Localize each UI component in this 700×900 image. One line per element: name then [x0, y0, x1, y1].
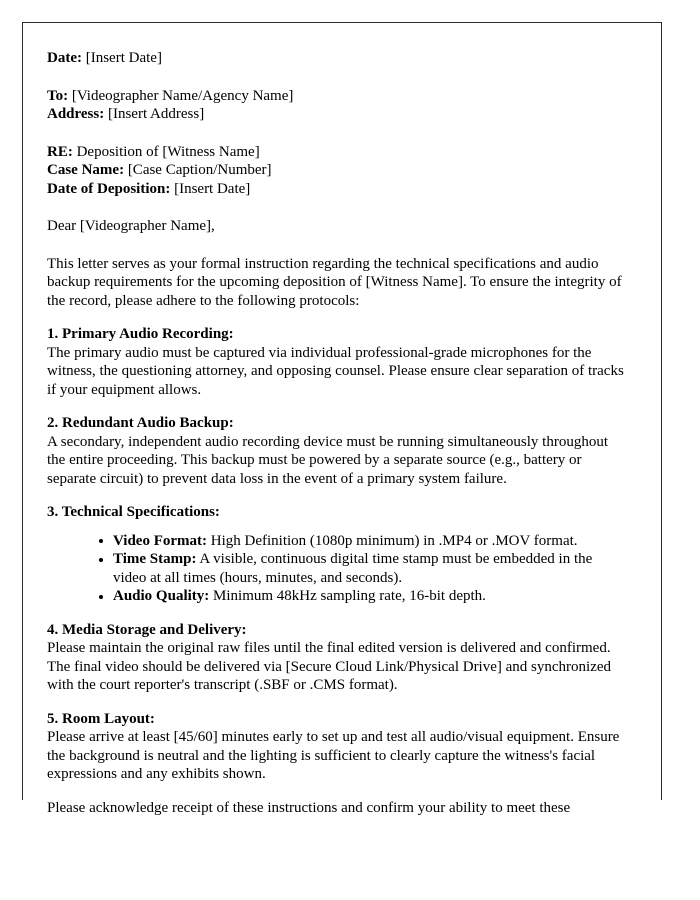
- date-value: [Insert Date]: [85, 50, 162, 66]
- re-label: RE:: [47, 143, 73, 160]
- spacer: [47, 784, 625, 799]
- to-line: [47, 87, 625, 106]
- section-heading-4: 4. Media Storage and Delivery:: [47, 621, 247, 638]
- spacer: [47, 236, 625, 255]
- case-name-line: [47, 161, 625, 180]
- spacer: [47, 68, 625, 87]
- list-item: [99, 550, 625, 587]
- case-name-label: Case Name:: [47, 162, 125, 178]
- technical-specifications-list: [47, 532, 625, 606]
- address-label: Address:: [47, 106, 105, 122]
- date-label: Date:: [47, 50, 82, 66]
- bullet-label: Time Stamp:: [113, 551, 197, 567]
- deposition-date-label: Date of Deposition:: [47, 180, 171, 197]
- section-body-5: Please arrive at least [45/60] minutes early to set up and test all audio/visual equipment. Ensure the background is neutral and the lighting is sufficient to clearly capture the witness's facial expressions and any exhibits shown.: [47, 729, 620, 782]
- section-body-4: Please maintain the original raw files until the final edited version is delivered and confirmed. The final video should be delivered via [Secure Cloud Link/Physical Drive] and synchronized with the court reporter's transcript (.SBF or .CMS format).: [47, 640, 612, 693]
- spacer: [47, 399, 625, 414]
- document-body: [23, 23, 661, 817]
- spacer: [47, 488, 625, 503]
- spacer: [47, 124, 625, 143]
- bullet-text: A visible, continuous digital time stamp must be embedded in the video at all times (hours, minutes, and seconds).: [113, 551, 593, 586]
- spacer: [47, 522, 625, 532]
- re-value: Deposition of [Witness Name]: [76, 143, 260, 160]
- intro-paragraph: This letter serves as your formal instruction regarding the technical specifications and audio backup requirements for the upcoming deposition of [Witness Name]. To ensure the integrity of the record, please adhere to the following protocols:: [47, 255, 622, 309]
- section-heading-2: 2. Redundant Audio Backup:: [47, 415, 234, 431]
- salutation: Dear [Videographer Name],: [47, 218, 215, 234]
- spacer: [47, 606, 625, 621]
- section-body-1: The primary audio must be captured via individual professional-grade microphones for the witness, the questioning attorney, and opposing counsel. Please ensure clear separation of tracks if your equipment allows.: [47, 344, 624, 398]
- bullet-label: Video Format:: [113, 532, 207, 549]
- deposition-date-value: [Insert Date]: [174, 180, 251, 197]
- to-label: To:: [47, 87, 69, 104]
- bullet-text: Minimum 48kHz sampling rate, 16-bit depth.: [209, 588, 486, 604]
- section-body-2: A secondary, independent audio recording device must be running simultaneously throughout the entire proceeding. This backup must be powered by a separate source (e.g., battery or separate circuit) to prevent data loss in the event of a primary system failure.: [47, 433, 608, 487]
- list-item: [99, 587, 625, 606]
- deposition-date-line: [47, 180, 625, 199]
- case-name-value: [Case Caption/Number]: [127, 162, 272, 178]
- address-line: [47, 105, 625, 124]
- spacer: [47, 310, 625, 325]
- date-line: [47, 49, 625, 68]
- address-value: [Insert Address]: [107, 106, 205, 122]
- section-heading-1: 1. Primary Audio Recording:: [47, 326, 234, 342]
- section-heading-5: 5. Room Layout:: [47, 710, 155, 727]
- bullet-label: Audio Quality:: [113, 588, 210, 604]
- list-item: [99, 532, 625, 551]
- spacer: [47, 695, 625, 710]
- re-line: [47, 143, 625, 162]
- spacer: [47, 198, 625, 217]
- to-value: [Videographer Name/Agency Name]: [71, 87, 294, 104]
- section-heading-3: 3. Technical Specifications:: [47, 504, 220, 520]
- closing-paragraph: Please acknowledge receipt of these instructions and confirm your ability to meet these: [47, 799, 571, 816]
- bullet-text: High Definition (1080p minimum) in .MP4 or .MOV format.: [207, 532, 578, 549]
- document-page: [22, 22, 662, 816]
